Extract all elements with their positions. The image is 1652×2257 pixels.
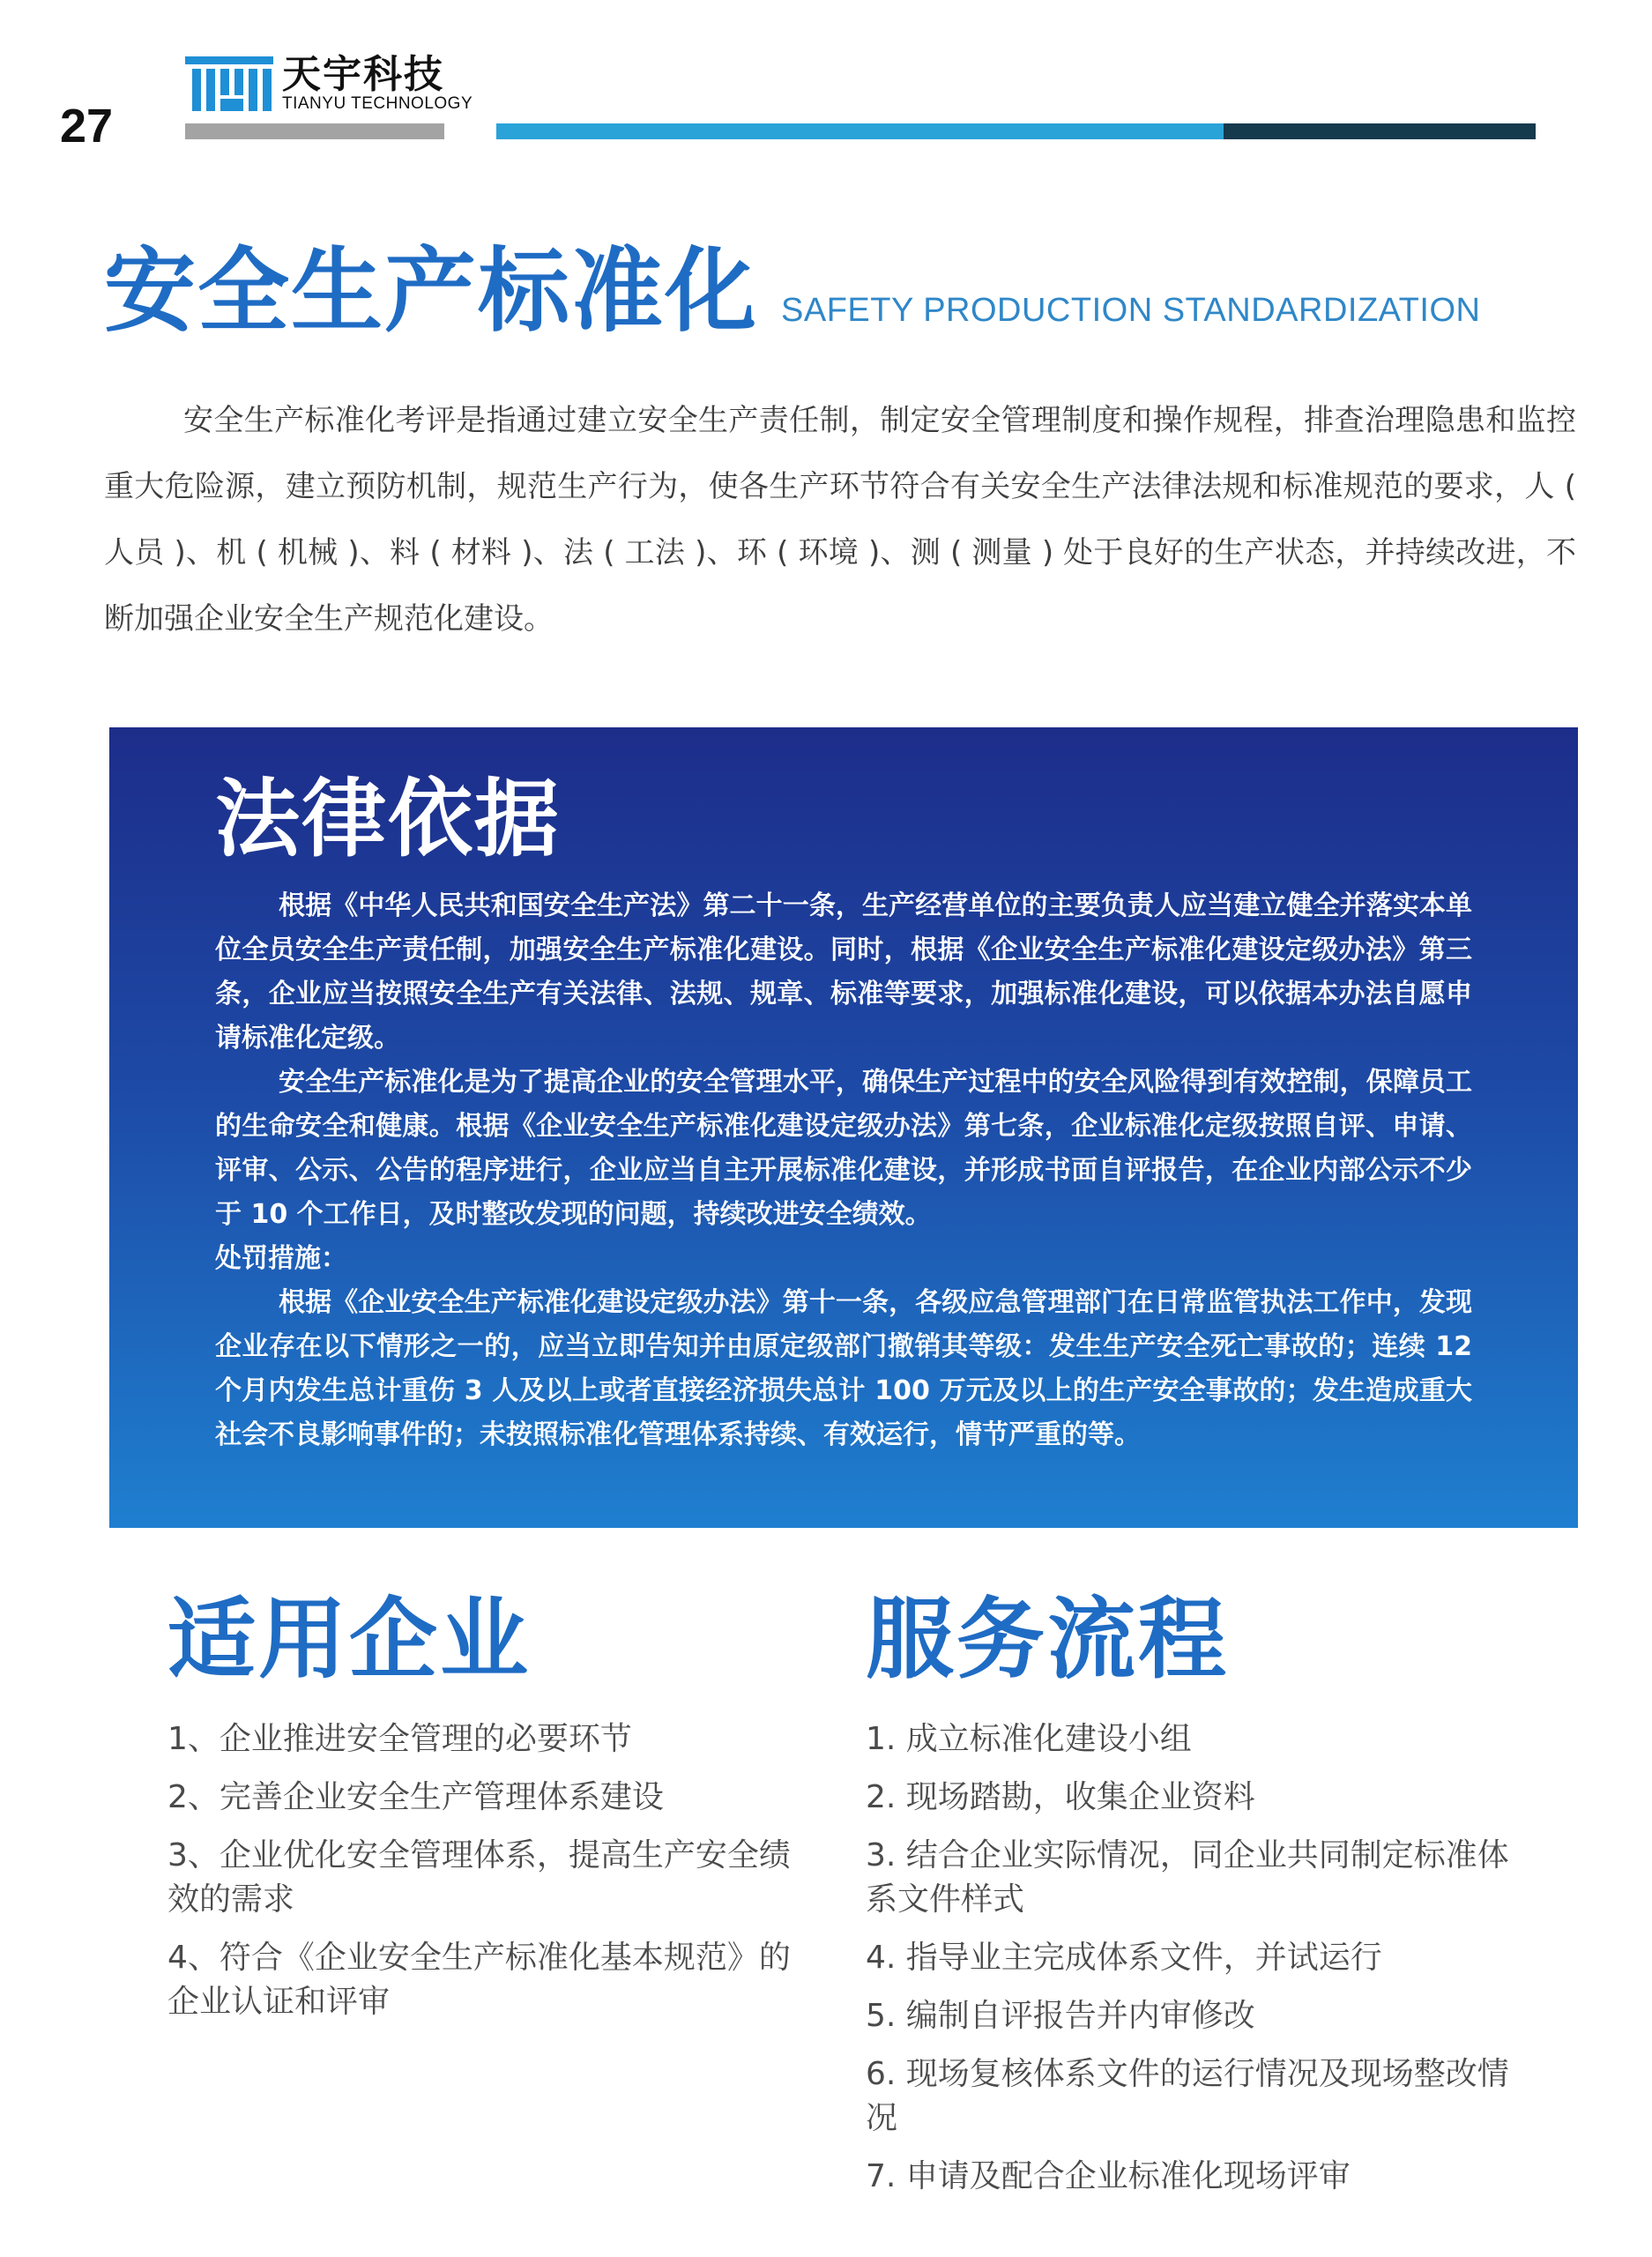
- logo-english-text: TIANYU TECHNOLOGY: [282, 94, 473, 113]
- header-bar-grey: [185, 123, 444, 139]
- list-item: 6. 现场复核体系文件的运行情况及现场整改情况: [866, 2056, 1509, 2136]
- list-item: 3. 结合企业实际情况，同企业共同制定标准体系文件样式: [866, 1837, 1509, 1918]
- penalty-heading: 处罚措施：: [215, 1243, 347, 1274]
- list-item: 2. 现场踏勘，收集企业资料: [866, 1779, 1255, 1815]
- title-english: SAFETY PRODUCTION STANDARDIZATION: [781, 292, 1481, 329]
- list-item: 4. 指导业主完成体系文件，并试运行: [866, 1940, 1382, 1976]
- logo-chinese-text: 天宇科技: [282, 52, 444, 97]
- legal-basis-title: 法律依据: [215, 770, 561, 868]
- list-item: 3、企业优化安全管理体系，提高生产安全绩效的需求: [167, 1837, 791, 1918]
- applicable-enterprises-section: [167, 1587, 820, 2038]
- list-item: 7. 申请及配合企业标准化现场评审: [866, 2158, 1351, 2194]
- list-item: 1. 成立标准化建设小组: [866, 1721, 1192, 1757]
- company-logo: [185, 53, 473, 115]
- legal-paragraph-1: 根据《中华人民共和国安全生产法》第二十一条，生产经营单位的主要负责人应当建立健全并落实本单位全员安全生产责任制，加强安全生产标准化建设。同时，根据《企业安全生产标准化建设定级办法》第三条，企业应当按照安全生产有关法律、法规、规章、标准等要求，加强标准化建设，可以依据本办法自愿申请标准化定级。: [215, 890, 1472, 1054]
- intro-paragraph: 安全生产标准化考评是指通过建立安全生产责任制，制定安全管理制度和操作规程，排查治理隐患和监控重大危险源，建立预防机制，规范生产行为，使各生产环节符合有关安全生产法律法规和标准规范的要求，人 ( 人员 )、机 ( 机械 )、料 ( 材料 )、法 ( 工法 )、环 ( 环境 )、测 ( 测量 ) 处于良好的生产状态，并持续改进，不断加强企业安全生产规范化建设。: [104, 403, 1576, 637]
- header-bar-dark: [1224, 123, 1536, 139]
- legal-basis-panel: [109, 727, 1578, 1528]
- tianyu-logo-icon: [185, 56, 273, 111]
- service-process-title: 服务流程: [866, 1588, 1229, 1691]
- applicable-enterprises-list: [167, 1717, 820, 2024]
- header-bar-blue: [496, 123, 1224, 139]
- service-process-section: [866, 1587, 1536, 2213]
- page-title: [104, 238, 1480, 344]
- list-item: 5. 编制自评报告并内审修改: [866, 1998, 1255, 2034]
- legal-paragraph-2: 安全生产标准化是为了提高企业的安全管理水平，确保生产过程中的安全风险得到有效控制，保障员工的生命安全和健康。根据《企业安全生产标准化建设定级办法》第七条，企业标准化定级按照自评、申请、评审、公示、公告的程序进行，企业应当自主开展标准化建设，并形成书面自评报告，在企业内部公示不少于 10 个工作日，及时整改发现的问题，持续改进安全绩效。: [215, 1067, 1472, 1230]
- list-item: 2、完善企业安全生产管理体系建设: [167, 1779, 664, 1815]
- applicable-enterprises-title: 适用企业: [167, 1588, 531, 1691]
- list-item: 1、企业推进安全管理的必要环节: [167, 1721, 632, 1757]
- legal-paragraph-3: 根据《企业安全生产标准化建设定级办法》第十一条，各级应急管理部门在日常监管执法工作中，发现企业存在以下情形之一的，应当立即告知并由原定级部门撤销其等级：发生生产安全死亡事故的；连续 12 个月内发生总计重伤 3 人及以上或者直接经济损失总计 100 万元及以上的生产安全事故的；发生造成重大社会不良影响事件的；未按照标准化管理体系持续、有效运行，情节严重的等。: [215, 1287, 1472, 1450]
- service-process-list: [866, 1717, 1536, 2199]
- page-number: 27: [60, 100, 114, 153]
- list-item: 4、符合《企业安全生产标准化基本规范》的企业认证和评审: [167, 1940, 791, 2020]
- title-chinese: 安全生产标准化: [104, 237, 759, 345]
